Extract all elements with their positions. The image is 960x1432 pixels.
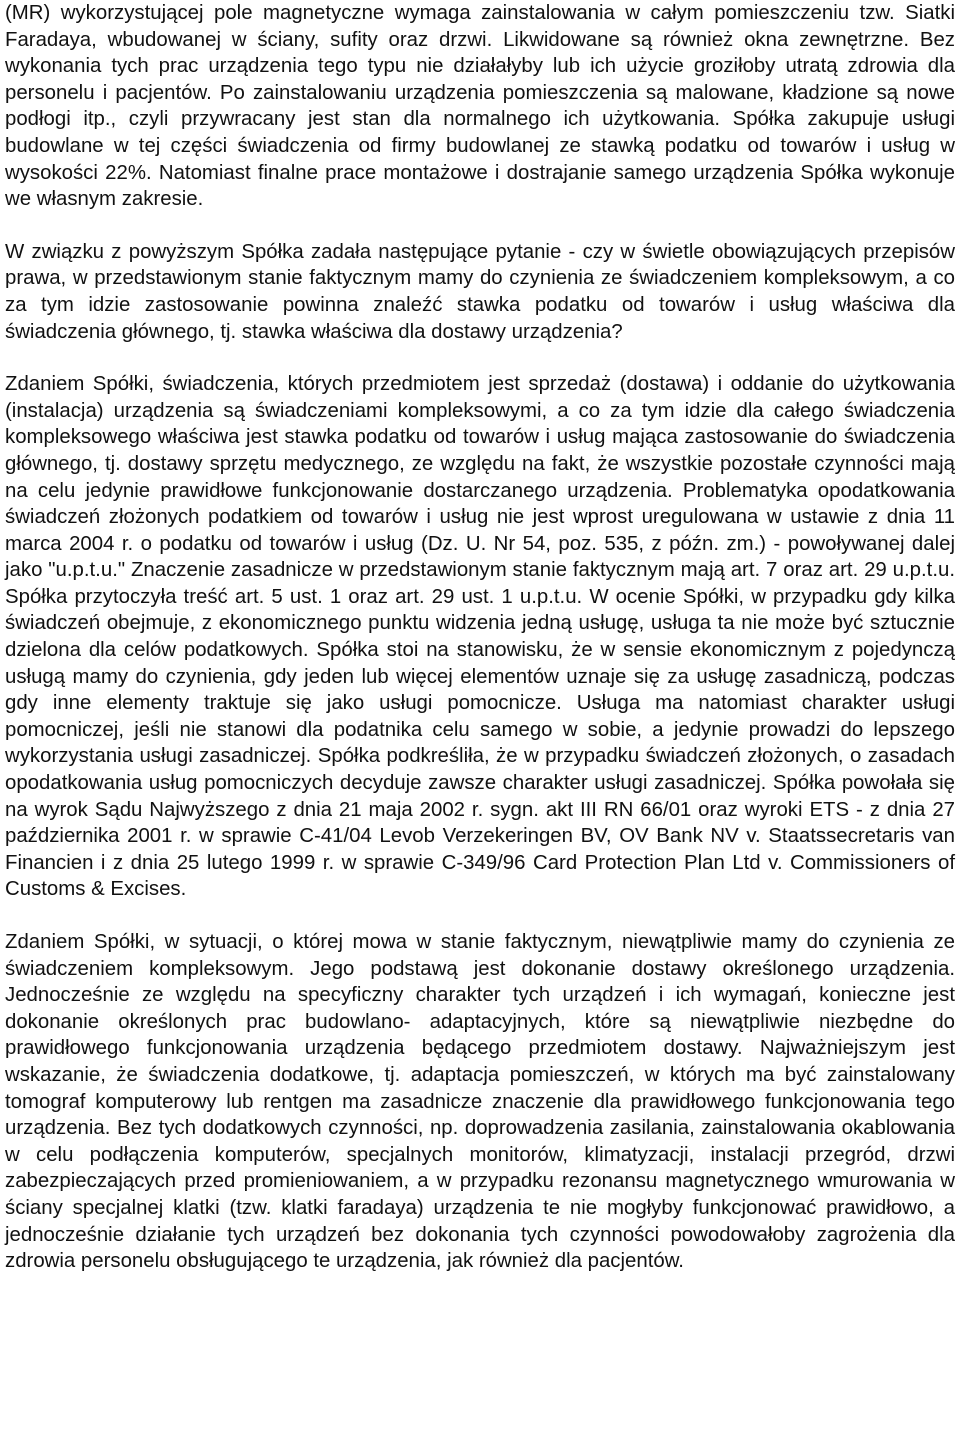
paragraph-question: W związku z powyższym Spółka zadała następujące pytanie - czy w świetle obowiązujących przepisów prawa, w przedstawionym stanie faktycznym mamy do czynienia ze świadczeniem kompleksowym, a co za tym idzie zastosowanie powinna znaleźć stawka podatku od towarów i usług właściwa dla świadczenia głównego, tj. stawka właściwa dla dostawy urządzenia? <box>5 240 955 343</box>
document-page <box>5 0 955 1275</box>
paragraph-complex-service: Zdaniem Spółki, w sytuacji, o której mowa w stanie faktycznym, niewątpliwie mamy do czynienia ze świadczeniem kompleksowym. Jego podstawą jest dokonanie dostawy określonego urządzenia. Jednocześnie ze względu na specyficzny charakter tych urządzeń i ich wymagań, konieczne jest dokonanie określonych prac budowlano- adaptacyjnych, które są niewątpliwie niezbędne do prawidłowego funkcjonowania urządzenia będącego przedmiotem dostawy. Najważniejszym jest wskazanie, że świadczenia dodatkowe, tj. adaptacja pomieszczeń, w których ma być zainstalowany tomograf komputerowy lub rentgen ma zasadnicze znaczenie dla prawidłowego funkcjonowania tego urządzenia. Bez tych dodatkowych czynności, np. doprowadzenia zasilania, zainstalowania okablowania w celu podłączenia komputerów, specjalnych monitorów, klimatyzacji, instalacji przegród, drzwi zabezpieczających przed promieniowaniem, a w przypadku rezonansu magnetycznego wmurowania w ściany specjalnej klatki (tzw. klatki faradaya) urządzenia te nie mogłyby funkcjonować prawidłowo, a jednocześnie działanie tych urządzeń bez dokonania tych czynności powodowałoby zagrożenia dla zdrowia personelu obsługującego te urządzenia, jak również dla pacjentów. <box>5 931 955 1273</box>
paragraph-company-position: Zdaniem Spółki, świadczenia, których przedmiotem jest sprzedaż (dostawa) i oddanie do użytkowania (instalacja) urządzenia są świadczeniami kompleksowymi, a co za tym idzie dla całego świadczenia kompleksowego właściwa jest stawka podatku od towarów i usług mająca zastosowanie do świadczenia głównego, tj. dostawy sprzętu medycznego, ze względu na fakt, że wszystkie pozostałe czynności mają na celu jedynie prawidłowe funkcjonowanie dostarczanego urządzenia. Problematyka opodatkowania świadczeń złożonych podatkiem od towarów i usług nie jest wprost uregulowana w ustawie z dnia 11 marca 2004 r. o podatku od towarów i usług (Dz. U. Nr 54, poz. 535, z późn. zm.) - powoływanej dalej jako "u.p.t.u." Znaczenie zasadnicze w przedstawionym stanie faktycznym mają art. 7 oraz art. 29 u.p.t.u. Spółka przytoczyła treść art. 5 ust. 1 oraz art. 29 ust. 1 u.p.t.u. W ocenie Spółki, w przypadku gdy kilka świadczeń obejmuje, z ekonomicznego punktu widzenia jedną usługę, usługa ta nie może być sztucznie dzielona dla celów podatkowych. Spółka stoi na stanowisku, że w sensie ekonomicznym z pojedynczą usługą mamy do czynienia, gdy jeden lub więcej elementów uznaje się za usługę zasadniczą, podczas gdy inne elementy traktuje się jako usługi pomocnicze. Usługa ma natomiast charakter usługi pomocniczej, jeśli nie stanowi dla podatnika celu samego w sobie, a jedynie prowadzi do lepszego wykorzystania usługi zasadniczej. Spółka podkreśliła, że w przypadku świadczeń złożonych, o zasadach opodatkowania usług pomocniczych decyduje zawsze charakter usługi zasadniczej. Spółka powołała się na wyrok Sądu Najwyższego z dnia 21 maja 2002 r. sygn. akt III RN 66/01 oraz wyroki ETS - z dnia 27 października 2001 r. w sprawie C-41/04 Levob Verzekeringen BV, OV Bank NV v. Staatssecretaris van Financien i z dnia 25 lutego 1999 r. w sprawie C-349/96 Card Protection Plan Ltd v. Commissioners of Customs & Excises. <box>5 373 955 901</box>
paragraph-equipment-installation: (MR) wykorzystującej pole magnetyczne wymaga zainstalowania w całym pomieszczeniu tzw. Siatki Faradaya, wbudowanej w ściany, sufity oraz drzwi. Likwidowane są również okna zewnętrzne. Bez wykonania tych prac urządzenia tego typu nie działałyby lub ich użycie groziłoby utratą zdrowia dla personelu i pacjentów. Po zainstalowaniu urządzenia pomieszczenia są malowane, kładzione są nowe podłogi itp., czyli przywracany jest stan dla normalnego ich użytkowania. Spółka zakupuje usługi budowlane w tej części świadczenia od firmy budowlanej ze stawką podatku od towarów i usług w wysokości 22%. Natomiast finalne prace montażowe i dostrajanie samego urządzenia Spółka wykonuje we własnym zakresie. <box>5 2 955 211</box>
